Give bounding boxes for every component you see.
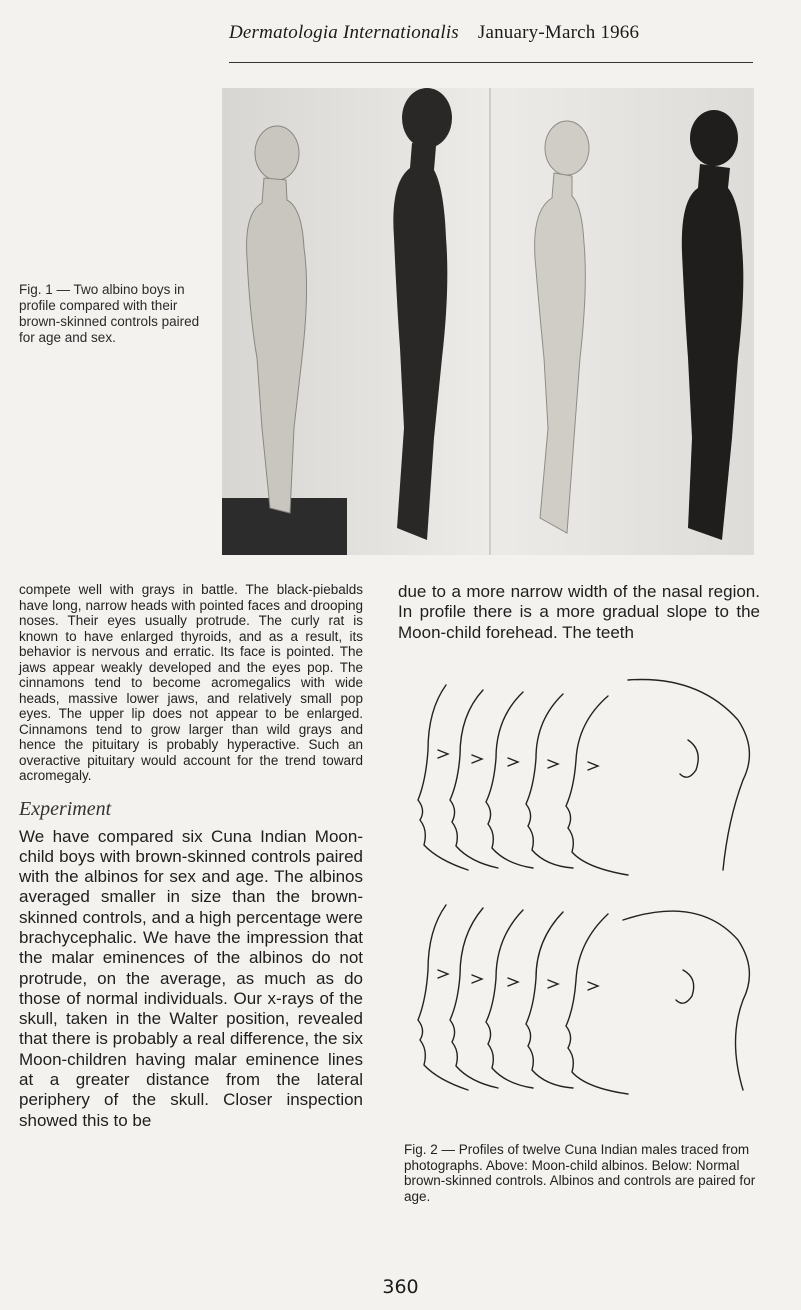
albino-profiles [418, 680, 749, 876]
figure-2-profile-drawings [398, 670, 760, 1130]
figure-1-photograph [222, 88, 754, 555]
page-number: 360 [382, 1276, 419, 1298]
right-column [398, 582, 760, 643]
section-heading: Experiment [19, 797, 112, 820]
continued-paragraph: compete well with grays in battle. The black-piebalds have long, narrow heads with pointed faces and drooping noses. Their eyes usually protrude. The curly rat is known to have enlarged thyroids, and as a result, its behavior is nervous and erratic. Its face is pointed. The jaws appear weakly developed and the eyes pop. The cinnamons tend to become acromegalics with wide heads, massive lower jaws, and relatively small pop eyes. The upper lip does not appear to be enlarged. Cinnamons tend to grow larger than wild grays and hence the pituitary is probably hyperactive. Such an overactive pituitary would account for the trend toward acromegaly. [19, 582, 363, 783]
running-head [229, 22, 639, 44]
header-rule [229, 62, 753, 63]
right-paragraph: due to a more narrow width of the nasal region. In profile there is a more gradual slope to the Moon-child forehead. The teeth [398, 582, 760, 642]
figure-2-caption: Fig. 2 — Profiles of twelve Cuna Indian males traced from photographs. Above: Moon-child albinos. Below: Normal brown-skinned controls. Albinos and controls are paired for age. [404, 1142, 756, 1204]
experiment-paragraph: We have compared six Cuna Indian Moon-child boys with brown-skinned controls paired with the albinos for sex and age. The albinos averaged smaller in size than the brown-skinned controls, and a high percentage were brachycephalic. We have the impression that the malar eminences of the albinos do not protrude, on the average, as much as do those of normal individuals. Our x-rays of the skull, taken in the Walter position, revealed that there is probably a real difference, the six Moon-children having malar eminence lines at a greater distance from the lateral periphery of the skull. Closer inspection showed this to be [19, 826, 363, 1130]
left-column [19, 582, 363, 1131]
issue-date: January-March 1966 [477, 22, 640, 43]
figure-1-caption: Fig. 1 — Two albino boys in profile compared with their brown-skinned controls paired for age and sex. [19, 282, 200, 345]
control-profiles [418, 905, 749, 1094]
journal-title: Dermatologia Internationalis [229, 22, 459, 43]
